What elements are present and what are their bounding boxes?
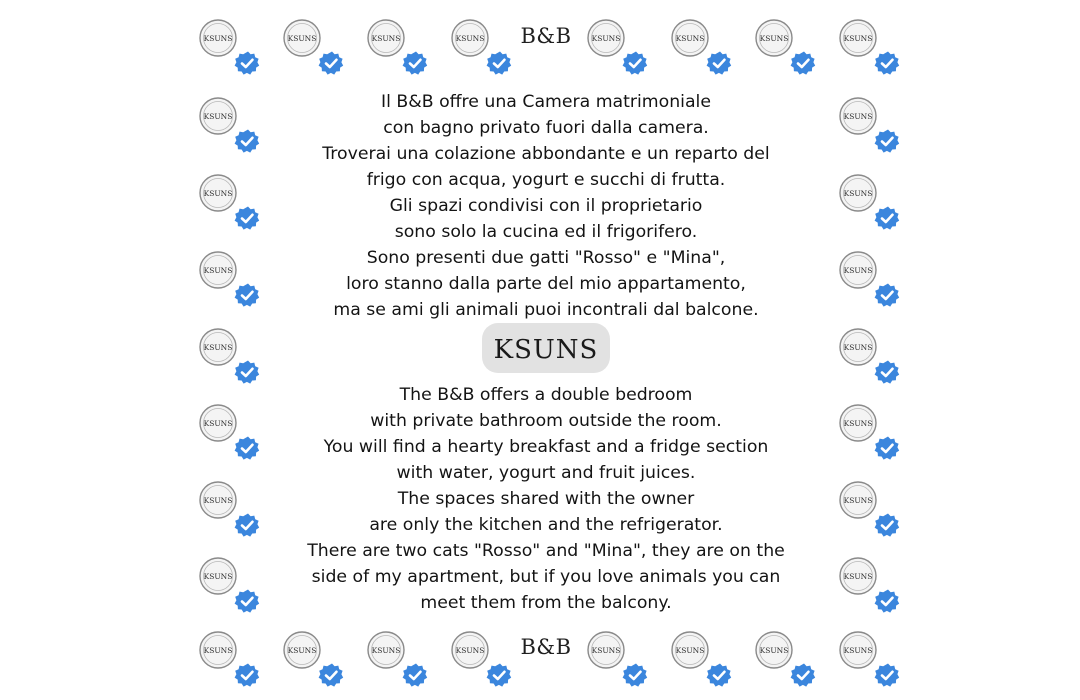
verified-check-icon xyxy=(234,50,260,76)
svg-text:KSUNS: KSUNS xyxy=(759,34,789,43)
italian-line: loro stanno dalla parte del mio appartamento, xyxy=(346,274,746,294)
verified-check-icon xyxy=(874,588,900,614)
svg-text:KSUNS: KSUNS xyxy=(203,34,233,43)
svg-text:KSUNS: KSUNS xyxy=(843,34,873,43)
verified-check-icon xyxy=(874,359,900,385)
italian-line: Sono presenti due gatti "Rosso" e "Mina", xyxy=(366,248,726,268)
border-badge xyxy=(196,403,268,463)
border-badge xyxy=(196,18,268,78)
english-line: with private bathroom outside the room. xyxy=(370,411,722,431)
svg-text:KSUNS: KSUNS xyxy=(203,343,233,352)
border-badge xyxy=(280,630,352,690)
svg-text:KSUNS: KSUNS xyxy=(843,189,873,198)
svg-text:KSUNS: KSUNS xyxy=(843,646,873,655)
border-badge xyxy=(752,630,824,690)
svg-text:KSUNS: KSUNS xyxy=(591,34,621,43)
svg-text:KSUNS: KSUNS xyxy=(843,572,873,581)
svg-text:KSUNS: KSUNS xyxy=(591,646,621,655)
border-badge xyxy=(836,556,908,616)
verified-check-icon xyxy=(486,50,512,76)
verified-check-icon xyxy=(318,662,344,688)
svg-text:KSUNS: KSUNS xyxy=(287,34,317,43)
svg-text:KSUNS: KSUNS xyxy=(675,646,705,655)
english-line: The spaces shared with the owner xyxy=(397,489,695,509)
border-badge xyxy=(836,96,908,156)
border-badge xyxy=(584,18,656,78)
verified-check-icon xyxy=(486,662,512,688)
border-badge xyxy=(584,630,656,690)
verified-check-icon xyxy=(622,50,648,76)
border-badge xyxy=(280,18,352,78)
english-line: meet them from the balcony. xyxy=(420,593,672,613)
verified-check-icon xyxy=(402,50,428,76)
verified-check-icon xyxy=(402,662,428,688)
border-badge xyxy=(668,630,740,690)
italian-line: Troverai una colazione abbondante e un reparto del xyxy=(322,144,770,164)
border-badge xyxy=(196,556,268,616)
svg-text:KSUNS: KSUNS xyxy=(843,343,873,352)
border-badge xyxy=(196,173,268,233)
svg-text:KSUNS: KSUNS xyxy=(203,572,233,581)
svg-text:KSUNS: KSUNS xyxy=(203,112,233,121)
border-badge xyxy=(364,630,436,690)
border-badge xyxy=(668,18,740,78)
verified-check-icon xyxy=(318,50,344,76)
svg-text:KSUNS: KSUNS xyxy=(203,266,233,275)
verified-check-icon xyxy=(874,435,900,461)
italian-line: ma se ami gli animali puoi incontrali dal balcone. xyxy=(333,300,759,320)
footer-bnb-label: B&B xyxy=(520,635,572,659)
english-line: side of my apartment, but if you love animals you can xyxy=(311,567,781,587)
verified-check-icon xyxy=(234,205,260,231)
verified-check-icon xyxy=(874,205,900,231)
italian-line: Il B&B offre una Camera matrimoniale xyxy=(381,92,711,112)
verified-check-icon xyxy=(874,50,900,76)
verified-check-icon xyxy=(234,588,260,614)
svg-text:KSUNS: KSUNS xyxy=(203,419,233,428)
verified-check-icon xyxy=(706,662,732,688)
svg-text:KSUNS: KSUNS xyxy=(455,646,485,655)
italian-line: sono solo la cucina ed il frigorifero. xyxy=(394,222,698,242)
svg-text:KSUNS: KSUNS xyxy=(843,266,873,275)
border-badge xyxy=(836,18,908,78)
svg-text:KSUNS: KSUNS xyxy=(675,34,705,43)
border-badge xyxy=(836,250,908,310)
verified-check-icon xyxy=(622,662,648,688)
english-line: There are two cats "Rosso" and "Mina", they are on the xyxy=(307,541,785,561)
border-badge xyxy=(836,327,908,387)
header-bnb-label: B&B xyxy=(520,24,572,48)
svg-text:KSUNS: KSUNS xyxy=(843,496,873,505)
border-badge xyxy=(196,480,268,540)
italian-line: Gli spazi condivisi con il proprietario xyxy=(389,196,703,216)
svg-text:KSUNS: KSUNS xyxy=(759,646,789,655)
svg-text:KSUNS: KSUNS xyxy=(455,34,485,43)
verified-check-icon xyxy=(234,662,260,688)
border-badge xyxy=(836,630,908,690)
svg-text:KSUNS: KSUNS xyxy=(843,419,873,428)
svg-text:KSUNS: KSUNS xyxy=(371,34,401,43)
svg-text:KSUNS: KSUNS xyxy=(203,496,233,505)
verified-check-icon xyxy=(874,128,900,154)
english-description xyxy=(270,382,822,616)
border-badge xyxy=(196,96,268,156)
italian-line: frigo con acqua, yogurt e succhi di frutta. xyxy=(366,170,726,190)
english-line: The B&B offers a double bedroom xyxy=(399,385,693,405)
verified-check-icon xyxy=(234,282,260,308)
italian-line: con bagno privato fuori dalla camera. xyxy=(383,118,709,138)
italian-description xyxy=(270,89,822,323)
border-badge xyxy=(752,18,824,78)
verified-check-icon xyxy=(234,512,260,538)
svg-text:KSUNS: KSUNS xyxy=(287,646,317,655)
verified-check-icon xyxy=(874,662,900,688)
border-badge xyxy=(364,18,436,78)
english-line: You will find a hearty breakfast and a fridge section xyxy=(323,437,769,457)
english-line: are only the kitchen and the refrigerator. xyxy=(369,515,723,535)
english-line: with water, yogurt and fruit juices. xyxy=(396,463,696,483)
svg-text:KSUNS: KSUNS xyxy=(843,112,873,121)
svg-text:KSUNS: KSUNS xyxy=(203,189,233,198)
verified-check-icon xyxy=(790,662,816,688)
verified-check-icon xyxy=(706,50,732,76)
verified-check-icon xyxy=(874,282,900,308)
svg-text:KSUNS: KSUNS xyxy=(371,646,401,655)
ksuns-logo xyxy=(482,323,610,373)
border-badge xyxy=(196,327,268,387)
border-badge xyxy=(196,630,268,690)
border-badge xyxy=(836,403,908,463)
border-badge xyxy=(836,480,908,540)
ksuns-logo-text: KSUNS xyxy=(493,335,599,365)
verified-check-icon xyxy=(234,359,260,385)
border-badge xyxy=(836,173,908,233)
border-badge xyxy=(196,250,268,310)
ksuns-logo-icon xyxy=(482,323,610,373)
verified-check-icon xyxy=(234,128,260,154)
verified-check-icon xyxy=(234,435,260,461)
svg-text:KSUNS: KSUNS xyxy=(203,646,233,655)
verified-check-icon xyxy=(790,50,816,76)
verified-check-icon xyxy=(874,512,900,538)
